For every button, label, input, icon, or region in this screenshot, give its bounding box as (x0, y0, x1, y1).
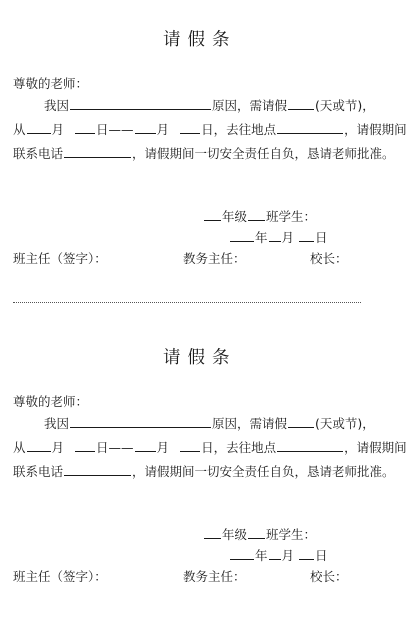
signing-date-line (229, 229, 328, 246)
from-month-label: 月 (51, 122, 65, 137)
class-line (203, 208, 316, 225)
month-blank (269, 229, 281, 242)
contact-label: 联系电话 (13, 464, 64, 479)
leave-slip-2 (0, 318, 407, 618)
reason-suffix: (天或节)， (315, 98, 375, 113)
grade-blank (204, 208, 221, 221)
day-blank (299, 547, 314, 560)
destination-label: 日，去往地点 (201, 122, 277, 137)
head-teacher-signature: 班主任（签字）： (13, 251, 107, 266)
grade-label: 年级 (222, 527, 248, 542)
from-label: 从 (13, 122, 26, 137)
from-day-label: 日—— (96, 122, 134, 137)
from-month-blank (27, 121, 51, 134)
during-leave-label: ，请假期间 (344, 440, 407, 455)
reason-suffix: (天或节)， (315, 416, 375, 431)
principal-signature: 校长： (310, 569, 348, 584)
from-label: 从 (13, 440, 26, 455)
month-blank (269, 547, 281, 560)
year-label: 年 (255, 548, 268, 563)
date-range-line (13, 439, 407, 456)
academic-director-signature: 教务主任： (183, 569, 246, 584)
class-blank (248, 208, 265, 221)
reason-line (44, 415, 375, 432)
contact-blank (64, 145, 131, 158)
to-day-blank (180, 121, 200, 134)
reason-middle: 原因，需请假 (212, 416, 288, 431)
reason-middle: 原因，需请假 (212, 98, 288, 113)
grade-label: 年级 (222, 209, 248, 224)
from-day-label: 日—— (96, 440, 134, 455)
during-leave-label: ，请假期间 (344, 122, 407, 137)
class-blank (248, 526, 265, 539)
year-label: 年 (255, 230, 268, 245)
student-label: 班学生： (266, 527, 317, 542)
greeting: 尊敬的老师： (13, 394, 89, 409)
to-month-label: 月 (156, 440, 170, 455)
from-month-label: 月 (51, 440, 65, 455)
reason-blank (70, 415, 211, 428)
from-day-blank (75, 121, 95, 134)
destination-blank (277, 439, 343, 452)
contact-label: 联系电话 (13, 146, 64, 161)
date-range-line (13, 121, 407, 138)
contact-line (13, 463, 395, 480)
destination-label: 日，去往地点 (201, 440, 277, 455)
days-blank (288, 97, 314, 110)
year-blank (230, 547, 254, 560)
days-blank (288, 415, 314, 428)
head-teacher-signature: 班主任（签字）： (13, 569, 107, 584)
year-blank (230, 229, 254, 242)
to-month-blank (135, 439, 156, 452)
day-label: 日 (315, 548, 328, 563)
from-month-blank (27, 439, 51, 452)
month-label: 月 (281, 548, 295, 563)
to-month-blank (135, 121, 156, 134)
responsibility-text: ，请假期间一切安全责任自负，恳请老师批准。 (132, 146, 395, 161)
greeting: 尊敬的老师： (13, 76, 89, 91)
day-label: 日 (315, 230, 328, 245)
cut-line-divider (13, 302, 361, 303)
slip-title: 请假条 (163, 348, 237, 368)
day-blank (299, 229, 314, 242)
month-label: 月 (281, 230, 295, 245)
class-line (203, 526, 316, 543)
signing-date-line (229, 547, 328, 564)
reason-blank (70, 97, 211, 110)
reason-line (44, 97, 375, 114)
principal-signature: 校长： (310, 251, 348, 266)
destination-blank (277, 121, 343, 134)
contact-blank (64, 463, 131, 476)
reason-prefix: 我因 (44, 98, 70, 113)
responsibility-text: ，请假期间一切安全责任自负，恳请老师批准。 (132, 464, 395, 479)
to-month-label: 月 (156, 122, 170, 137)
reason-prefix: 我因 (44, 416, 70, 431)
slip-title: 请假条 (163, 30, 237, 50)
contact-line (13, 145, 395, 162)
leave-slip-1 (0, 0, 407, 300)
from-day-blank (75, 439, 95, 452)
academic-director-signature: 教务主任： (183, 251, 246, 266)
grade-blank (204, 526, 221, 539)
student-label: 班学生： (266, 209, 317, 224)
to-day-blank (180, 439, 200, 452)
